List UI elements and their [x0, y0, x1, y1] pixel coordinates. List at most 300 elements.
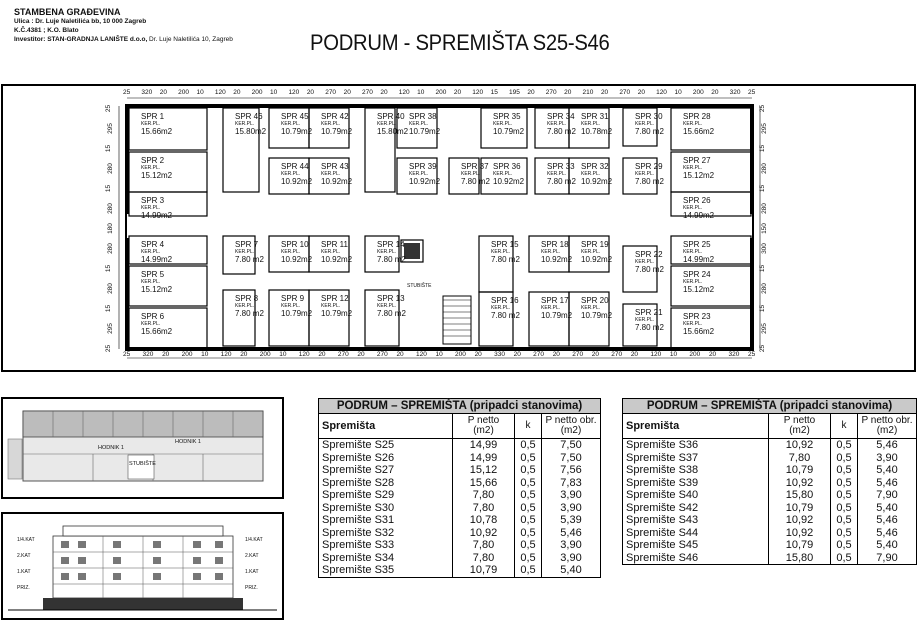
- floor-finish-label: KER.PL.: [141, 121, 161, 127]
- dimension-value: 280: [106, 163, 114, 174]
- table-row: [319, 452, 601, 465]
- dimension-value: 20: [711, 89, 719, 96]
- room-area: 7.80 m2: [635, 127, 664, 136]
- cell-name: Spremište S38: [623, 464, 769, 477]
- storage-room-label: [491, 296, 520, 320]
- floor-finish-label: KER.PL.: [541, 305, 561, 311]
- storage-room-label: [683, 312, 714, 336]
- room-area: 15.66m2: [141, 327, 173, 336]
- floor-finish-label: KER.PL.: [683, 165, 703, 171]
- cell-pnetto: 10,79: [453, 564, 515, 577]
- col-header-pnetto: P netto (m2): [769, 414, 831, 439]
- dimension-value: 20: [708, 351, 717, 358]
- floor-finish-label: KER.PL.: [683, 205, 703, 211]
- dimension-value: 270: [325, 89, 337, 96]
- cell-pobr: 7,56: [542, 464, 601, 477]
- dimension-value: 10: [201, 351, 209, 358]
- floor-finish-label: KER.PL.: [581, 249, 601, 255]
- storage-room-label: [281, 162, 312, 186]
- room-area: 15.12m2: [141, 285, 173, 294]
- storage-room-label: [635, 112, 664, 136]
- cell-k: 0,5: [831, 464, 858, 477]
- dimension-value: 120: [220, 351, 232, 358]
- room-area: 10.79m2: [281, 127, 313, 136]
- room-area: 7.80 m2: [377, 255, 406, 264]
- room-area: 7.80 m2: [635, 323, 664, 332]
- level-label-2-right: 2.KAT: [245, 553, 259, 559]
- storage-room-label: [281, 112, 312, 136]
- col-header-pobr: P netto obr. (m2): [858, 414, 917, 439]
- stair-label: STUBIŠTE: [129, 461, 156, 467]
- level-label-1: 1.KAT: [17, 569, 31, 575]
- dimension-value: 15: [105, 144, 113, 153]
- dimension-value: 15: [759, 304, 767, 313]
- room-number: SPR 6: [141, 312, 165, 321]
- cell-name: Spremište S25: [319, 439, 453, 452]
- company-name: STAMBENA GRAĐEVINA: [14, 7, 121, 17]
- dimension-value: 330: [494, 351, 505, 358]
- dimension-value: 120: [298, 351, 310, 358]
- room-number: SPR 20: [581, 296, 609, 305]
- table-row: [623, 464, 917, 477]
- storage-room-label: [491, 240, 520, 264]
- floor-finish-label: KER.PL.: [321, 303, 341, 309]
- dimension-value: 120: [398, 89, 410, 96]
- col-header-k: k: [831, 414, 858, 439]
- cell-pnetto: 7,80: [453, 489, 515, 502]
- col-header-name: Spremišta: [319, 414, 453, 439]
- cell-pobr: 5,40: [858, 464, 917, 477]
- table-row: [319, 564, 601, 577]
- dimension-value: 280: [760, 283, 768, 294]
- cell-name: Spremište S42: [623, 502, 769, 515]
- table-row: [319, 514, 601, 527]
- storage-room-label: [683, 156, 714, 180]
- dimension-value: 200: [692, 89, 704, 96]
- room-number: SPR 9: [281, 294, 305, 303]
- cell-pnetto: 10,92: [769, 477, 831, 490]
- floor-plan-drawing: [3, 86, 914, 370]
- storage-room-label: [581, 296, 612, 320]
- investor-label: Investitor: STAN-GRADNJA LANIŠTE d.o.o,: [14, 36, 148, 43]
- dimension-value: 15: [759, 184, 767, 193]
- storage-room-label: [235, 294, 264, 318]
- dimension-value: 270: [337, 351, 349, 358]
- room-number: SPR 7: [235, 240, 259, 249]
- room-area: 7.80 m2: [491, 311, 520, 320]
- floor-finish-label: KER.PL.: [541, 249, 561, 255]
- floor-finish-label: KER.PL.: [235, 249, 255, 255]
- level-label-top: 1/4.KAT: [17, 537, 35, 543]
- room-number: SPR 2: [141, 156, 165, 165]
- col-header-pnetto: P netto (m2): [453, 414, 515, 439]
- floor-finish-label: KER.PL.: [635, 317, 655, 323]
- dimension-value: 20: [357, 351, 365, 358]
- storage-room-label: [493, 162, 524, 186]
- cell-k: 0,5: [515, 552, 542, 565]
- cell-name: Spremište S36: [623, 439, 769, 452]
- dimension-value: 270: [376, 351, 388, 358]
- stair-label: STUBIŠTE: [407, 283, 432, 289]
- cell-pobr: 7,50: [542, 452, 601, 465]
- room-number: SPR 32: [581, 162, 609, 171]
- dimension-value: 20: [396, 351, 404, 358]
- storage-room-label: [581, 240, 612, 264]
- cell-k: 0,5: [831, 489, 858, 502]
- floor-finish-label: KER.PL.: [281, 171, 301, 177]
- cell-pnetto: 10,79: [769, 502, 831, 515]
- table-caption: PODRUM – SPREMIŠTA (pripadci stanovima): [319, 399, 601, 414]
- table-row: [319, 477, 601, 490]
- cell-pobr: 7,50: [542, 439, 601, 452]
- table-row: [319, 439, 601, 452]
- floor-finish-label: KER.PL.: [581, 305, 601, 311]
- room-number: SPR 35: [493, 112, 521, 121]
- cell-pobr: 5,46: [858, 527, 917, 540]
- level-label-ground-right: PRIZ.: [245, 585, 258, 591]
- floor-finish-label: KER.PL.: [141, 205, 161, 211]
- dimension-value: 270: [572, 351, 584, 358]
- dimension-value: 295: [106, 323, 114, 334]
- cell-k: 0,5: [515, 527, 542, 540]
- storage-room-label: [235, 112, 266, 136]
- dimension-value: 10: [279, 351, 287, 358]
- floor-finish-label: KER.PL.: [581, 171, 601, 177]
- level-label-1-right: 1.KAT: [245, 569, 259, 575]
- dimension-value: 10: [435, 351, 443, 358]
- room-number: SPR 37: [461, 162, 489, 171]
- cell-name: Spremište S28: [319, 477, 453, 490]
- cell-name: Spremište S39: [623, 477, 769, 490]
- dimension-value: 20: [527, 89, 535, 96]
- floor-finish-label: KER.PL.: [235, 121, 255, 127]
- room-area: 14.99m2: [141, 211, 173, 220]
- room-number: SPR 22: [635, 250, 663, 259]
- cell-k: 0,5: [515, 539, 542, 552]
- dimension-value: 10: [674, 89, 682, 96]
- storage-table-left: [318, 398, 601, 578]
- dimension-value: 20: [159, 89, 167, 96]
- dimension-value: 25: [759, 344, 767, 353]
- dimension-value: 120: [415, 351, 427, 358]
- floor-finish-label: KER.PL.: [141, 249, 161, 255]
- cell-pnetto: 7,80: [453, 539, 515, 552]
- dimension-value: 20: [552, 351, 560, 358]
- room-number: SPR 4: [141, 240, 165, 249]
- cell-pobr: 5,39: [542, 514, 601, 527]
- room-area: 10.92m2: [581, 255, 613, 264]
- cell-pobr: 5,40: [542, 564, 601, 577]
- storage-room-label: [409, 162, 440, 186]
- dimension-value: 25: [748, 89, 756, 96]
- cell-name: Spremište S27: [319, 464, 453, 477]
- cell-pnetto: 10,92: [769, 514, 831, 527]
- cell-pnetto: 14,99: [453, 439, 515, 452]
- cell-pobr: 3,90: [542, 502, 601, 515]
- room-number: SPR 11: [321, 240, 348, 249]
- dimension-value: 320: [141, 89, 153, 96]
- storage-room-label: [377, 240, 406, 264]
- dimension-value: 20: [162, 351, 170, 358]
- room-area: 7.80 m2: [635, 177, 664, 186]
- floor-finish-label: KER.PL.: [635, 259, 655, 265]
- dimension-value: 15: [759, 144, 767, 153]
- room-area: 10.78m2: [581, 127, 613, 136]
- room-area: 14.99m2: [683, 211, 715, 220]
- storage-room-label: [635, 250, 664, 274]
- room-number: SPR 23: [683, 312, 711, 321]
- room-number: SPR 16: [491, 296, 519, 305]
- cell-name: Spremište S32: [319, 527, 453, 540]
- storage-room-label: [141, 196, 172, 220]
- floor-finish-label: KER.PL.: [493, 171, 513, 177]
- cell-pobr: 5,40: [858, 539, 917, 552]
- room-number: SPR 27: [683, 156, 711, 165]
- dimension-value: 20: [630, 351, 639, 358]
- table-row: [623, 489, 917, 502]
- cell-k: 0,5: [515, 502, 542, 515]
- cell-pobr: 7,83: [542, 477, 601, 490]
- dimension-value: 25: [759, 104, 767, 113]
- dimension-value: 15: [490, 89, 498, 96]
- room-number: SPR 36: [493, 162, 521, 171]
- room-number: SPR 42: [321, 112, 349, 121]
- dimension-value: 120: [214, 89, 226, 96]
- cell-k: 0,5: [515, 464, 542, 477]
- dimension-value: 270: [611, 351, 623, 358]
- floor-finish-label: KER.PL.: [141, 321, 161, 327]
- storage-room-label: [683, 240, 714, 264]
- floor-finish-label: KER.PL.: [281, 121, 301, 127]
- floor-finish-label: KER.PL.: [491, 305, 511, 311]
- cell-name: Spremište S31: [319, 514, 453, 527]
- floor-finish-label: KER.PL.: [581, 121, 601, 127]
- dimension-value: 180: [106, 223, 114, 234]
- room-number: SPR 40: [377, 112, 405, 121]
- floor-finish-label: KER.PL.: [491, 249, 511, 255]
- room-number: SPR 13: [377, 294, 405, 303]
- floor-finish-label: KER.PL.: [683, 279, 703, 285]
- floor-finish-label: KER.PL.: [377, 303, 397, 309]
- cell-pobr: 3,90: [542, 552, 601, 565]
- storage-room-label: [281, 240, 312, 264]
- dimension-value: 20: [240, 351, 248, 358]
- site-plan-drawing: [3, 399, 282, 497]
- dimension-value: 10: [669, 351, 678, 358]
- storage-room-label: [141, 156, 172, 180]
- dimension-value: 280: [760, 203, 768, 214]
- cell-pnetto: 15,80: [769, 552, 831, 565]
- dimension-value: 120: [650, 351, 662, 358]
- room-number: SPR 19: [581, 240, 609, 249]
- room-number: SPR 30: [635, 112, 663, 121]
- room-area: 10.92m2: [321, 255, 353, 264]
- cell-name: Spremište S37: [623, 452, 769, 465]
- cell-pnetto: 7,80: [769, 452, 831, 465]
- cell-pobr: 5,46: [858, 514, 917, 527]
- dimension-value: 20: [591, 351, 599, 358]
- floor-finish-label: KER.PL.: [635, 171, 655, 177]
- room-number: SPR 24: [683, 270, 711, 279]
- dimension-value: 20: [564, 89, 572, 96]
- cell-pobr: 5,46: [542, 527, 601, 540]
- cadastral-parcel: K.Č.4381 ; K.O. Blato: [14, 27, 79, 34]
- dimension-value: 25: [123, 351, 131, 358]
- dimension-value: 270: [361, 89, 373, 96]
- storage-room-label: [321, 294, 352, 318]
- room-number: SPR 17: [541, 296, 569, 305]
- dimension-value: 20: [474, 351, 482, 358]
- cell-name: Spremište S43: [623, 514, 769, 527]
- room-number: SPR 12: [321, 294, 349, 303]
- cell-pnetto: 10,78: [453, 514, 515, 527]
- room-area: 7.80 m2: [461, 177, 490, 186]
- room-number: SPR 38: [409, 112, 437, 121]
- elevator-car: [404, 243, 420, 259]
- room-area: 15.12m2: [683, 285, 715, 294]
- col-header-name: Spremišta: [623, 414, 769, 439]
- storage-room-label: [141, 240, 172, 264]
- street-address: Ulica : Dr. Luje Naletilića bb, 10 000 Zagreb: [14, 18, 147, 25]
- dimension-value: 270: [545, 89, 557, 96]
- room-area: 10.92m2: [409, 177, 441, 186]
- floor-finish-label: KER.PL.: [321, 121, 341, 127]
- dimension-value: 200: [251, 89, 263, 96]
- room-area: 10.92m2: [581, 177, 613, 186]
- corridor-label-left: HODNIK 1: [98, 445, 124, 451]
- dimension-value: 320: [729, 89, 741, 96]
- dimension-value: 280: [106, 203, 114, 214]
- cell-pnetto: 15,12: [453, 464, 515, 477]
- dimension-value: 15: [105, 304, 113, 313]
- room-number: SPR 1: [141, 112, 165, 121]
- room-area: 10.92m2: [321, 177, 353, 186]
- room-area: 15.66m2: [683, 127, 715, 136]
- dimension-value: 210: [582, 89, 594, 96]
- cell-k: 0,5: [831, 439, 858, 452]
- corridor-label-right: HODNIK 1: [175, 439, 201, 445]
- room-area: 10.79m2: [281, 309, 313, 318]
- cell-pobr: 7,90: [858, 489, 917, 502]
- room-area: 7.80 m2: [377, 309, 406, 318]
- floor-finish-label: KER.PL.: [235, 303, 255, 309]
- dimension-value: 20: [600, 89, 609, 96]
- storage-room-label: [683, 196, 714, 220]
- dimension-value: 295: [106, 123, 114, 134]
- cell-pnetto: 10,92: [769, 439, 831, 452]
- dimension-value: 200: [435, 89, 447, 96]
- room-area: 15.12m2: [683, 171, 715, 180]
- table-row: [623, 477, 917, 490]
- storage-table-right: [622, 398, 917, 565]
- table-row: [319, 489, 601, 502]
- cell-pnetto: 10,92: [453, 527, 515, 540]
- room-area: 15.80m2: [377, 127, 409, 136]
- room-number: SPR 46: [235, 112, 263, 121]
- table-row: [623, 452, 917, 465]
- cell-pnetto: 10,79: [769, 539, 831, 552]
- stair-outline: [443, 296, 471, 344]
- table-row: [319, 527, 601, 540]
- dimension-value: 295: [760, 323, 768, 334]
- dimension-value: 300: [760, 243, 768, 254]
- storage-room-label: [581, 112, 612, 136]
- storage-room-label: [377, 112, 408, 136]
- floor-finish-label: KER.PL.: [547, 121, 567, 127]
- dimension-value: 200: [259, 351, 271, 358]
- cell-pobr: 3,90: [542, 489, 601, 502]
- investor-address: Dr. Luje Naletilića 10, Zagreb: [147, 36, 233, 43]
- floor-finish-label: KER.PL.: [377, 249, 397, 255]
- cell-pobr: 5,46: [858, 477, 917, 490]
- floor-finish-label: KER.PL.: [461, 171, 481, 177]
- storage-room-label: [235, 240, 264, 264]
- col-header-k: k: [515, 414, 542, 439]
- table-row: [319, 464, 601, 477]
- floor-finish-label: KER.PL.: [409, 171, 429, 177]
- room-area: 10.79m2: [321, 309, 353, 318]
- corridor-horizontal: [127, 214, 752, 238]
- dimension-value: 10: [270, 89, 278, 96]
- dimension-value: 280: [760, 163, 768, 174]
- section-thumbnail: [1, 512, 284, 620]
- dimension-value: 200: [181, 351, 193, 358]
- dimension-value: 25: [123, 89, 131, 96]
- storage-room-label: [321, 112, 352, 136]
- storage-room-label: [281, 294, 312, 318]
- cell-pnetto: 15,66: [453, 477, 515, 490]
- room-number: SPR 8: [235, 294, 259, 303]
- section-drawing: [3, 514, 282, 618]
- table-row: [623, 514, 917, 527]
- storage-room-label: [141, 112, 172, 136]
- room-number: SPR 43: [321, 162, 349, 171]
- storage-room-label: [141, 270, 172, 294]
- floor-finish-label: KER.PL.: [321, 249, 341, 255]
- dimension-value: 20: [380, 89, 388, 96]
- cell-k: 0,5: [831, 552, 858, 565]
- storage-room-label: [141, 312, 172, 336]
- storage-room-label: [541, 240, 572, 264]
- dimension-value: 20: [306, 89, 315, 96]
- cell-k: 0,5: [831, 452, 858, 465]
- col-header-pobr: P netto obr. (m2): [542, 414, 601, 439]
- storage-room-label: [683, 112, 714, 136]
- room-area: 15.80m2: [235, 127, 267, 136]
- cell-name: Spremište S29: [319, 489, 453, 502]
- room-number: SPR 44: [281, 162, 309, 171]
- cell-name: Spremište S44: [623, 527, 769, 540]
- storage-room-label: [377, 294, 406, 318]
- floor-finish-label: KER.PL.: [409, 121, 429, 127]
- room-area: 14.99m2: [141, 255, 173, 264]
- cell-k: 0,5: [831, 539, 858, 552]
- dimension-value: 10: [417, 89, 425, 96]
- floor-finish-label: KER.PL.: [321, 171, 341, 177]
- dimension-value: 200: [689, 351, 701, 358]
- dimension-value: 25: [105, 344, 113, 353]
- room-area: 7.80 m2: [547, 177, 576, 186]
- floor-finish-label: KER.PL.: [141, 279, 161, 285]
- table-row: [623, 552, 917, 565]
- dimension-value: 120: [472, 89, 484, 96]
- room-area: 10.79m2: [493, 127, 525, 136]
- cell-name: Spremište S45: [623, 539, 769, 552]
- dimension-value: 20: [513, 351, 521, 358]
- page-title: PODRUM - SPREMIŠTA S25-S46: [310, 30, 610, 55]
- storage-room-label: [493, 112, 524, 136]
- room-number: SPR 26: [683, 196, 711, 205]
